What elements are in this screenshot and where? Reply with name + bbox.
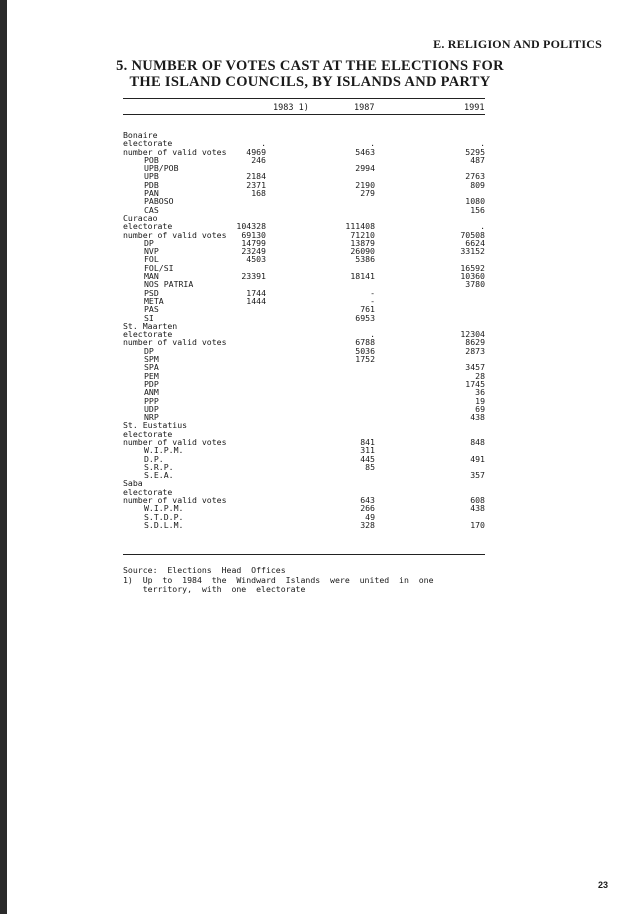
value-1987: 71210 — [350, 229, 375, 240]
row-label: St. Eustatius — [123, 420, 188, 431]
value-1991: 357 — [470, 470, 485, 481]
top-rule — [123, 98, 485, 99]
value-1991: 2873 — [465, 345, 485, 356]
value-1987: - — [370, 287, 375, 298]
page-edge — [0, 0, 7, 914]
row-label: UDP — [144, 403, 159, 414]
value-1983: 168 — [251, 188, 266, 199]
value-1983: . — [261, 138, 266, 149]
value-1987: 13879 — [350, 237, 375, 248]
value-1987: 49 — [365, 511, 375, 522]
value-1991: . — [480, 221, 485, 232]
source-line: Source: Elections Head Offices — [123, 565, 286, 575]
title-line-2: THE ISLAND COUNCILS, BY ISLANDS AND PARTY — [129, 74, 491, 90]
value-1983: 4969 — [246, 146, 266, 157]
value-1987: 841 — [360, 436, 375, 447]
table-row — [123, 521, 485, 529]
row-label: number of valid votes — [123, 146, 227, 157]
row-label: S.E.A. — [144, 470, 174, 481]
table-row — [123, 363, 485, 371]
value-1991: 12304 — [460, 329, 485, 340]
value-1991: 2763 — [465, 171, 485, 182]
row-label: S.R.P. — [144, 461, 174, 472]
source-note — [123, 566, 434, 595]
value-1987: 18141 — [350, 271, 375, 282]
row-label: PPP — [144, 395, 159, 406]
table-row — [123, 421, 485, 429]
table-row — [123, 206, 485, 214]
value-1987: 266 — [360, 503, 375, 514]
table-row — [123, 355, 485, 363]
row-label: electorate — [123, 486, 173, 497]
row-label: FOL/SI — [144, 262, 174, 273]
row-label: DP — [144, 345, 154, 356]
row-label: UPB — [144, 171, 159, 182]
row-label: NRP — [144, 412, 159, 423]
value-1991: 28 — [475, 370, 485, 381]
votes-table — [123, 131, 485, 529]
table-row — [123, 388, 485, 396]
value-1991: 809 — [470, 179, 485, 190]
header-rule — [123, 114, 485, 115]
value-1987: 328 — [360, 519, 375, 530]
row-label: PDP — [144, 378, 159, 389]
row-label: W.I.P.M. — [144, 503, 184, 514]
table-row — [123, 231, 485, 239]
row-label: NVP — [144, 246, 159, 257]
value-1991: 19 — [475, 395, 485, 406]
column-header-1987: 1987 — [354, 103, 375, 113]
row-label: electorate — [123, 428, 173, 439]
value-1991: 608 — [470, 495, 485, 506]
value-1987: 445 — [360, 453, 375, 464]
value-1991: 5295 — [465, 146, 485, 157]
value-1991: 156 — [470, 204, 485, 215]
value-1991: 70508 — [460, 229, 485, 240]
row-label: D.P. — [144, 453, 164, 464]
row-label: electorate — [123, 221, 173, 232]
table-row — [123, 280, 485, 288]
footnote-line-2: territory, with one electorate — [123, 584, 306, 594]
row-label: POB — [144, 154, 159, 165]
value-1983: 2371 — [246, 179, 266, 190]
table-row — [123, 255, 485, 263]
row-label: META — [144, 295, 164, 306]
value-1987: - — [370, 295, 375, 306]
value-1987: 5386 — [355, 254, 375, 265]
value-1991: 33152 — [460, 246, 485, 257]
row-label: PEM — [144, 370, 159, 381]
table-row — [123, 239, 485, 247]
row-label: PAN — [144, 188, 159, 199]
table-row — [123, 322, 485, 330]
title-line-1: 5. NUMBER OF VOTES CAST AT THE ELECTIONS FOR — [116, 58, 504, 74]
value-1987: 5036 — [355, 345, 375, 356]
value-1987: 279 — [360, 188, 375, 199]
column-header-1991: 1991 — [464, 103, 485, 113]
value-1983: 1744 — [246, 287, 266, 298]
value-1983: 2184 — [246, 171, 266, 182]
footnote-line-1: 1) Up to 1984 the Windward Islands were united in one — [123, 574, 434, 585]
value-1987: 85 — [365, 461, 375, 472]
row-label: PSD — [144, 287, 159, 298]
row-label: electorate — [123, 329, 173, 340]
row-label: NOS PATRIA — [144, 279, 194, 290]
row-label: Bonaire — [123, 130, 158, 140]
table-row — [123, 289, 485, 297]
row-label: PAS — [144, 304, 159, 315]
value-1987: . — [370, 329, 375, 340]
table-row — [123, 214, 485, 222]
row-label: number of valid votes — [123, 495, 227, 506]
table-row — [123, 463, 485, 471]
row-label: DP — [144, 237, 154, 248]
value-1991: 16592 — [460, 262, 485, 273]
table-row — [123, 197, 485, 205]
row-label: Curacao — [123, 212, 158, 223]
table-row — [123, 131, 485, 139]
table-row — [123, 372, 485, 380]
table-row — [123, 264, 485, 272]
row-label: SPA — [144, 362, 159, 373]
row-label: CAS — [144, 204, 159, 215]
value-1991: 3780 — [465, 279, 485, 290]
value-1987: 111408 — [345, 221, 375, 232]
value-1991: 487 — [470, 154, 485, 165]
row-label: electorate — [123, 138, 173, 149]
table-row — [123, 164, 485, 172]
row-label: number of valid votes — [123, 337, 227, 348]
value-1991: 438 — [470, 412, 485, 423]
row-label: PDB — [144, 179, 159, 190]
value-1987: 2190 — [355, 179, 375, 190]
value-1987: 5463 — [355, 146, 375, 157]
table-row — [123, 181, 485, 189]
value-1991: 36 — [475, 387, 485, 398]
row-label: W.I.P.M. — [144, 445, 184, 456]
value-1987: 2994 — [355, 163, 375, 174]
value-1987: 6788 — [355, 337, 375, 348]
table-row — [123, 247, 485, 255]
value-1987: . — [370, 138, 375, 149]
value-1987: 6953 — [355, 312, 375, 323]
value-1983: 104328 — [236, 221, 266, 232]
value-1991: 1745 — [465, 378, 485, 389]
value-1991: . — [480, 138, 485, 149]
value-1991: 6624 — [465, 237, 485, 248]
table-row — [123, 314, 485, 322]
value-1991: 1080 — [465, 196, 485, 207]
row-label: PABOSO — [144, 196, 174, 207]
row-label: ANM — [144, 387, 159, 398]
row-label: S.T.D.P. — [144, 511, 184, 522]
table-row — [123, 380, 485, 388]
value-1991: 69 — [475, 403, 485, 414]
table-row — [123, 479, 485, 487]
value-1991: 3457 — [465, 362, 485, 373]
value-1983: 23249 — [241, 246, 266, 257]
table-row — [123, 347, 485, 355]
row-label: MAN — [144, 271, 159, 282]
section-header: E. RELIGION AND POLITICS — [433, 37, 602, 51]
value-1983: 69130 — [241, 229, 266, 240]
row-label: number of valid votes — [123, 229, 227, 240]
table-row — [123, 446, 485, 454]
row-label: SI — [144, 312, 154, 323]
table-row — [123, 338, 485, 346]
row-label: UPB/POB — [144, 163, 179, 174]
value-1987: 643 — [360, 495, 375, 506]
value-1991: 438 — [470, 503, 485, 514]
table-row — [123, 148, 485, 156]
value-1983: 14799 — [241, 237, 266, 248]
value-1991: 8629 — [465, 337, 485, 348]
page-number: 23 — [597, 880, 608, 890]
value-1987: 311 — [360, 445, 375, 456]
row-label: number of valid votes — [123, 436, 227, 447]
value-1987: 761 — [360, 304, 375, 315]
value-1987: 1752 — [355, 354, 375, 365]
table-row — [123, 471, 485, 479]
table-row — [123, 397, 485, 405]
table-row — [123, 297, 485, 305]
value-1991: 491 — [470, 453, 485, 464]
value-1983: 4503 — [246, 254, 266, 265]
table-title — [110, 58, 510, 90]
value-1991: 170 — [470, 519, 485, 530]
bottom-rule — [123, 554, 485, 555]
table-row — [123, 189, 485, 197]
value-1983: 23391 — [241, 271, 266, 282]
value-1983: 246 — [251, 154, 266, 165]
table-row — [123, 455, 485, 463]
value-1991: 10360 — [460, 271, 485, 282]
column-header-1983: 1983 1) — [273, 103, 309, 113]
table-row — [123, 305, 485, 313]
table-row — [123, 405, 485, 413]
row-label: SPM — [144, 354, 159, 365]
row-label: S.D.L.M. — [144, 519, 184, 530]
row-label: Saba — [123, 478, 143, 489]
value-1983: 1444 — [246, 295, 266, 306]
row-label: FOL — [144, 254, 159, 265]
value-1987: 26090 — [350, 246, 375, 257]
value-1991: 848 — [470, 436, 485, 447]
table-row — [123, 172, 485, 180]
row-label: St. Maarten — [123, 320, 178, 331]
